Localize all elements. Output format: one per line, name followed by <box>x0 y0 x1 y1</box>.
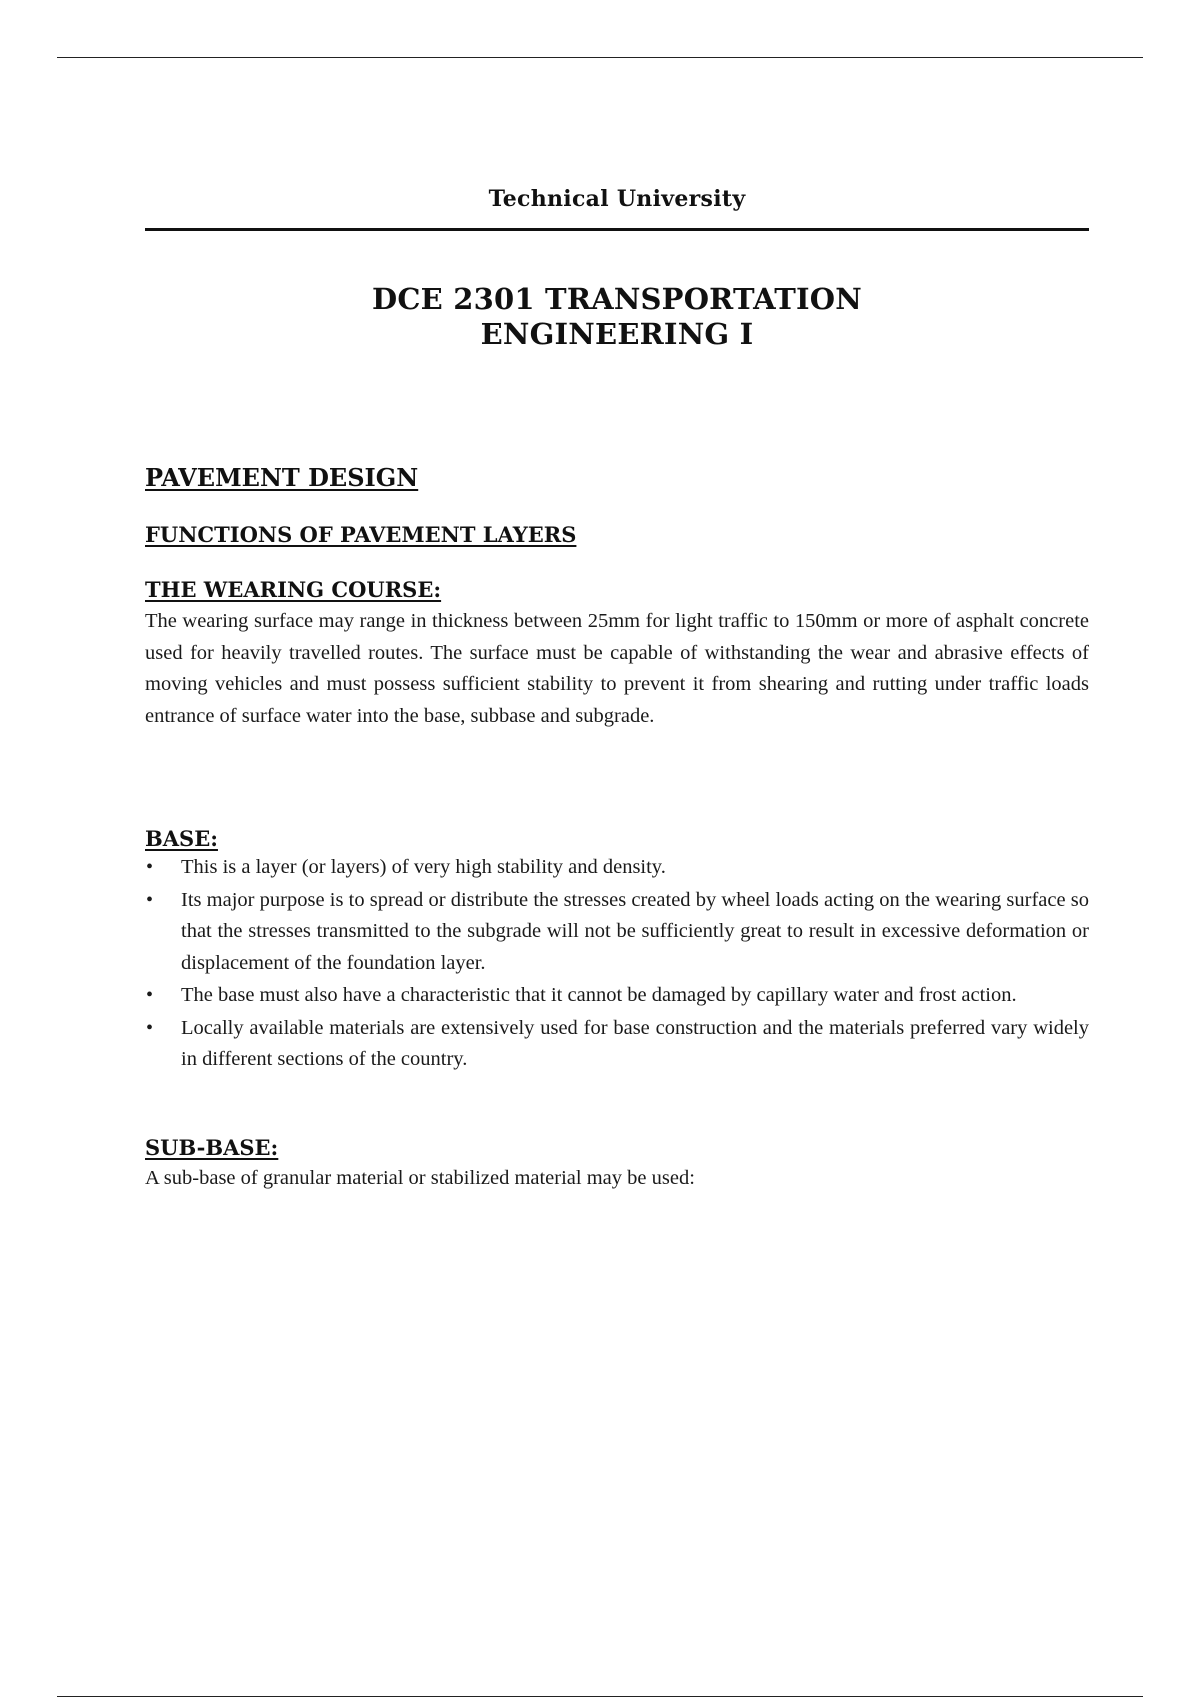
bullet-icon: • <box>146 856 154 878</box>
institution-name: Technical University <box>488 186 746 212</box>
wearing-course-paragraph: The wearing surface may range in thickness between 25mm for light traffic to 150mm or more of asphalt concrete used for heavily travelled routes. The surface must be capable of withstanding the wear and abrasive effects of moving vehicles and must possess sufficient stability to prevent it from shearing and rutting under traffic loads entrance of surface water into the base, subbase and subgrade. <box>145 610 1089 727</box>
heading-wearing-course: THE WEARING COURSE: <box>145 577 442 602</box>
sub-base-paragraph: A sub-base of granular material or stabilized material may be used: <box>145 1167 695 1189</box>
course-title <box>145 282 1089 352</box>
bullet-icon: • <box>146 1016 154 1039</box>
bullet-icon: • <box>146 984 154 1006</box>
list-item <box>145 885 1089 980</box>
subheading-functions: FUNCTIONS OF PAVEMENT LAYERS <box>145 522 577 547</box>
list-item <box>145 980 1089 1012</box>
list-item-text: This is a layer (or layers) of very high stability and density. <box>181 856 666 878</box>
bullet-icon: • <box>146 888 154 911</box>
list-item-text: Locally available materials are extensively used for base construction and the materials preferred vary widely in different sections of the country. <box>181 1016 1089 1070</box>
heading-base: BASE: <box>145 826 218 851</box>
base-bullet-list <box>145 852 1089 1077</box>
page-bottom-rule <box>57 1696 1143 1697</box>
list-item-text: The base must also have a characteristic that it cannot be damaged by capillary water and frost action. <box>181 984 1017 1006</box>
header-rule <box>145 228 1089 231</box>
heading-sub-base: SUB-BASE: <box>145 1135 279 1160</box>
course-title-line-1: DCE 2301 TRANSPORTATION <box>372 282 862 316</box>
course-title-line-2: ENGINEERING I <box>480 317 754 351</box>
list-item <box>145 1013 1089 1076</box>
list-item-text: Its major purpose is to spread or distribute the stresses created by wheel loads acting on the wearing surface so that the stresses transmitted to the subgrade will not be sufficiently great to result in excessive deformation or displacement of the foundation layer. <box>181 888 1089 974</box>
list-item <box>145 852 1089 884</box>
section-heading-pavement-design: PAVEMENT DESIGN <box>145 463 419 492</box>
page-top-rule <box>57 57 1143 58</box>
